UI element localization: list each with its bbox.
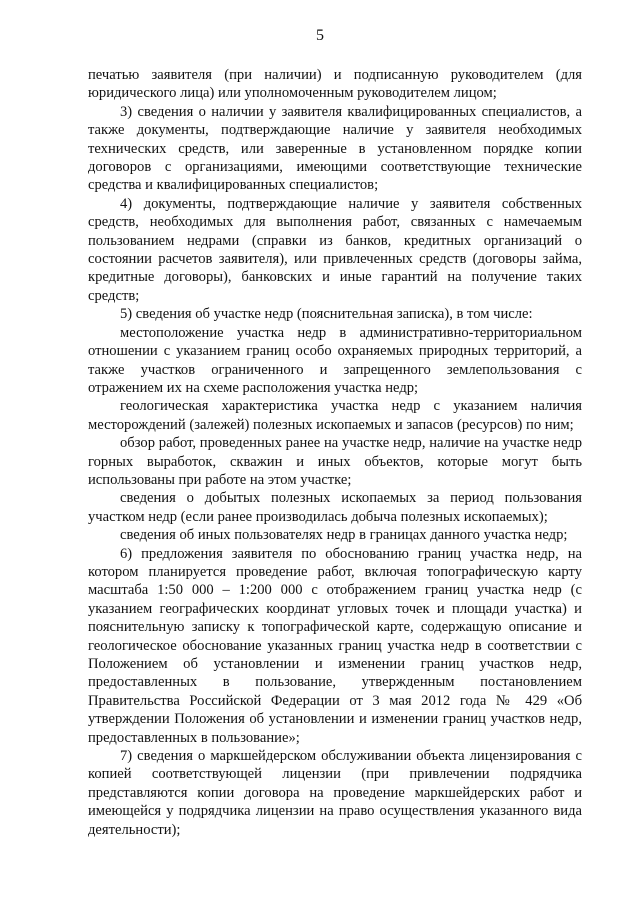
paragraph-item-5: 5) сведения об участке недр (пояснительная записка), в том числе: — [120, 306, 533, 323]
paragraph-previous-works: обзор работ, проведенных ранее на участке недр, наличие на участке недр горных выработок, скважин и иных объектов, которые могут быть использованы при работе на этом участке; — [88, 435, 582, 488]
paragraph-item-7: 7) сведения о маркшейдерском обслуживании объекта лицензирования с копией соответствующей лицензии (при привлечении подрядчика представляются копии договора на проведение маркшейдерских работ и имеющейся у подрядчика лицензии на право осуществления указанного вида деятельности); — [88, 748, 582, 838]
paragraph-geology: геологическая характеристика участка недр с указанием наличия месторождений (залежей) полезных ископаемых и запасов (ресурсов) по ним; — [88, 398, 582, 433]
paragraph-location: местоположение участка недр в административно-территориальном отношении с указанием границ особо охраняемых природных территорий, а также участков ограниченного и запрещенного землепользования с отражением их на схеме расположения участка недр; — [88, 324, 582, 396]
paragraph-extracted-minerals: сведения о добытых полезных ископаемых за период пользования участком недр (если ранее производилась добыча полезных ископаемых); — [88, 490, 582, 525]
paragraph-item-3: 3) сведения о наличии у заявителя квалифицированных специалистов, а также документы, подтверждающие наличие у заявителя необходимых технических средств, или заверенные в установленном порядке копии договоров с организациями, имеющими соответствующие технические средства и квалифицированных специалистов; — [88, 103, 582, 194]
document-body — [88, 66, 582, 839]
paragraph-continuation: печатью заявителя (при наличии) и подписанную руководителем (для юридического лица) или уполномоченным руководителем лицом; — [88, 67, 582, 102]
paragraph-item-4: 4) документы, подтверждающие наличие у заявителя собственных средств, необходимых для выполнения работ, связанных с намечаемым пользованием недрами (справки из банков, кредитных организаций о состоянии расчетов заявителя), или привлеченных средств (договоры займа, кредитные договоры), банковских и иные гарантий на получение таких средств; — [88, 195, 582, 304]
paragraph-item-6: 6) предложения заявителя по обоснованию границ участка недр, на котором планируется проведение работ, включая топографическую карту масштаба 1:50 000 – 1:200 000 с отображением границ участка недр (с указанием географических координат угловых точек и площади участка) и пояснительную записку к топографической карте, содержащую описание и геологическое обоснование указанных границ участка недр в соответствии с Положением об установлении и изменении границ участков недр, предоставленных в пользование, утвержденным постановлением Правительства Российской Федерации от 3 мая 2012 года № 429 «Об утверждении Положения об установлении и изменении границ участков недр, предоставленных в пользование»; — [88, 545, 582, 746]
paragraph-other-users: сведения об иных пользователях недр в границах данного участка недр; — [120, 527, 568, 544]
page-number: 5 — [316, 27, 324, 44]
